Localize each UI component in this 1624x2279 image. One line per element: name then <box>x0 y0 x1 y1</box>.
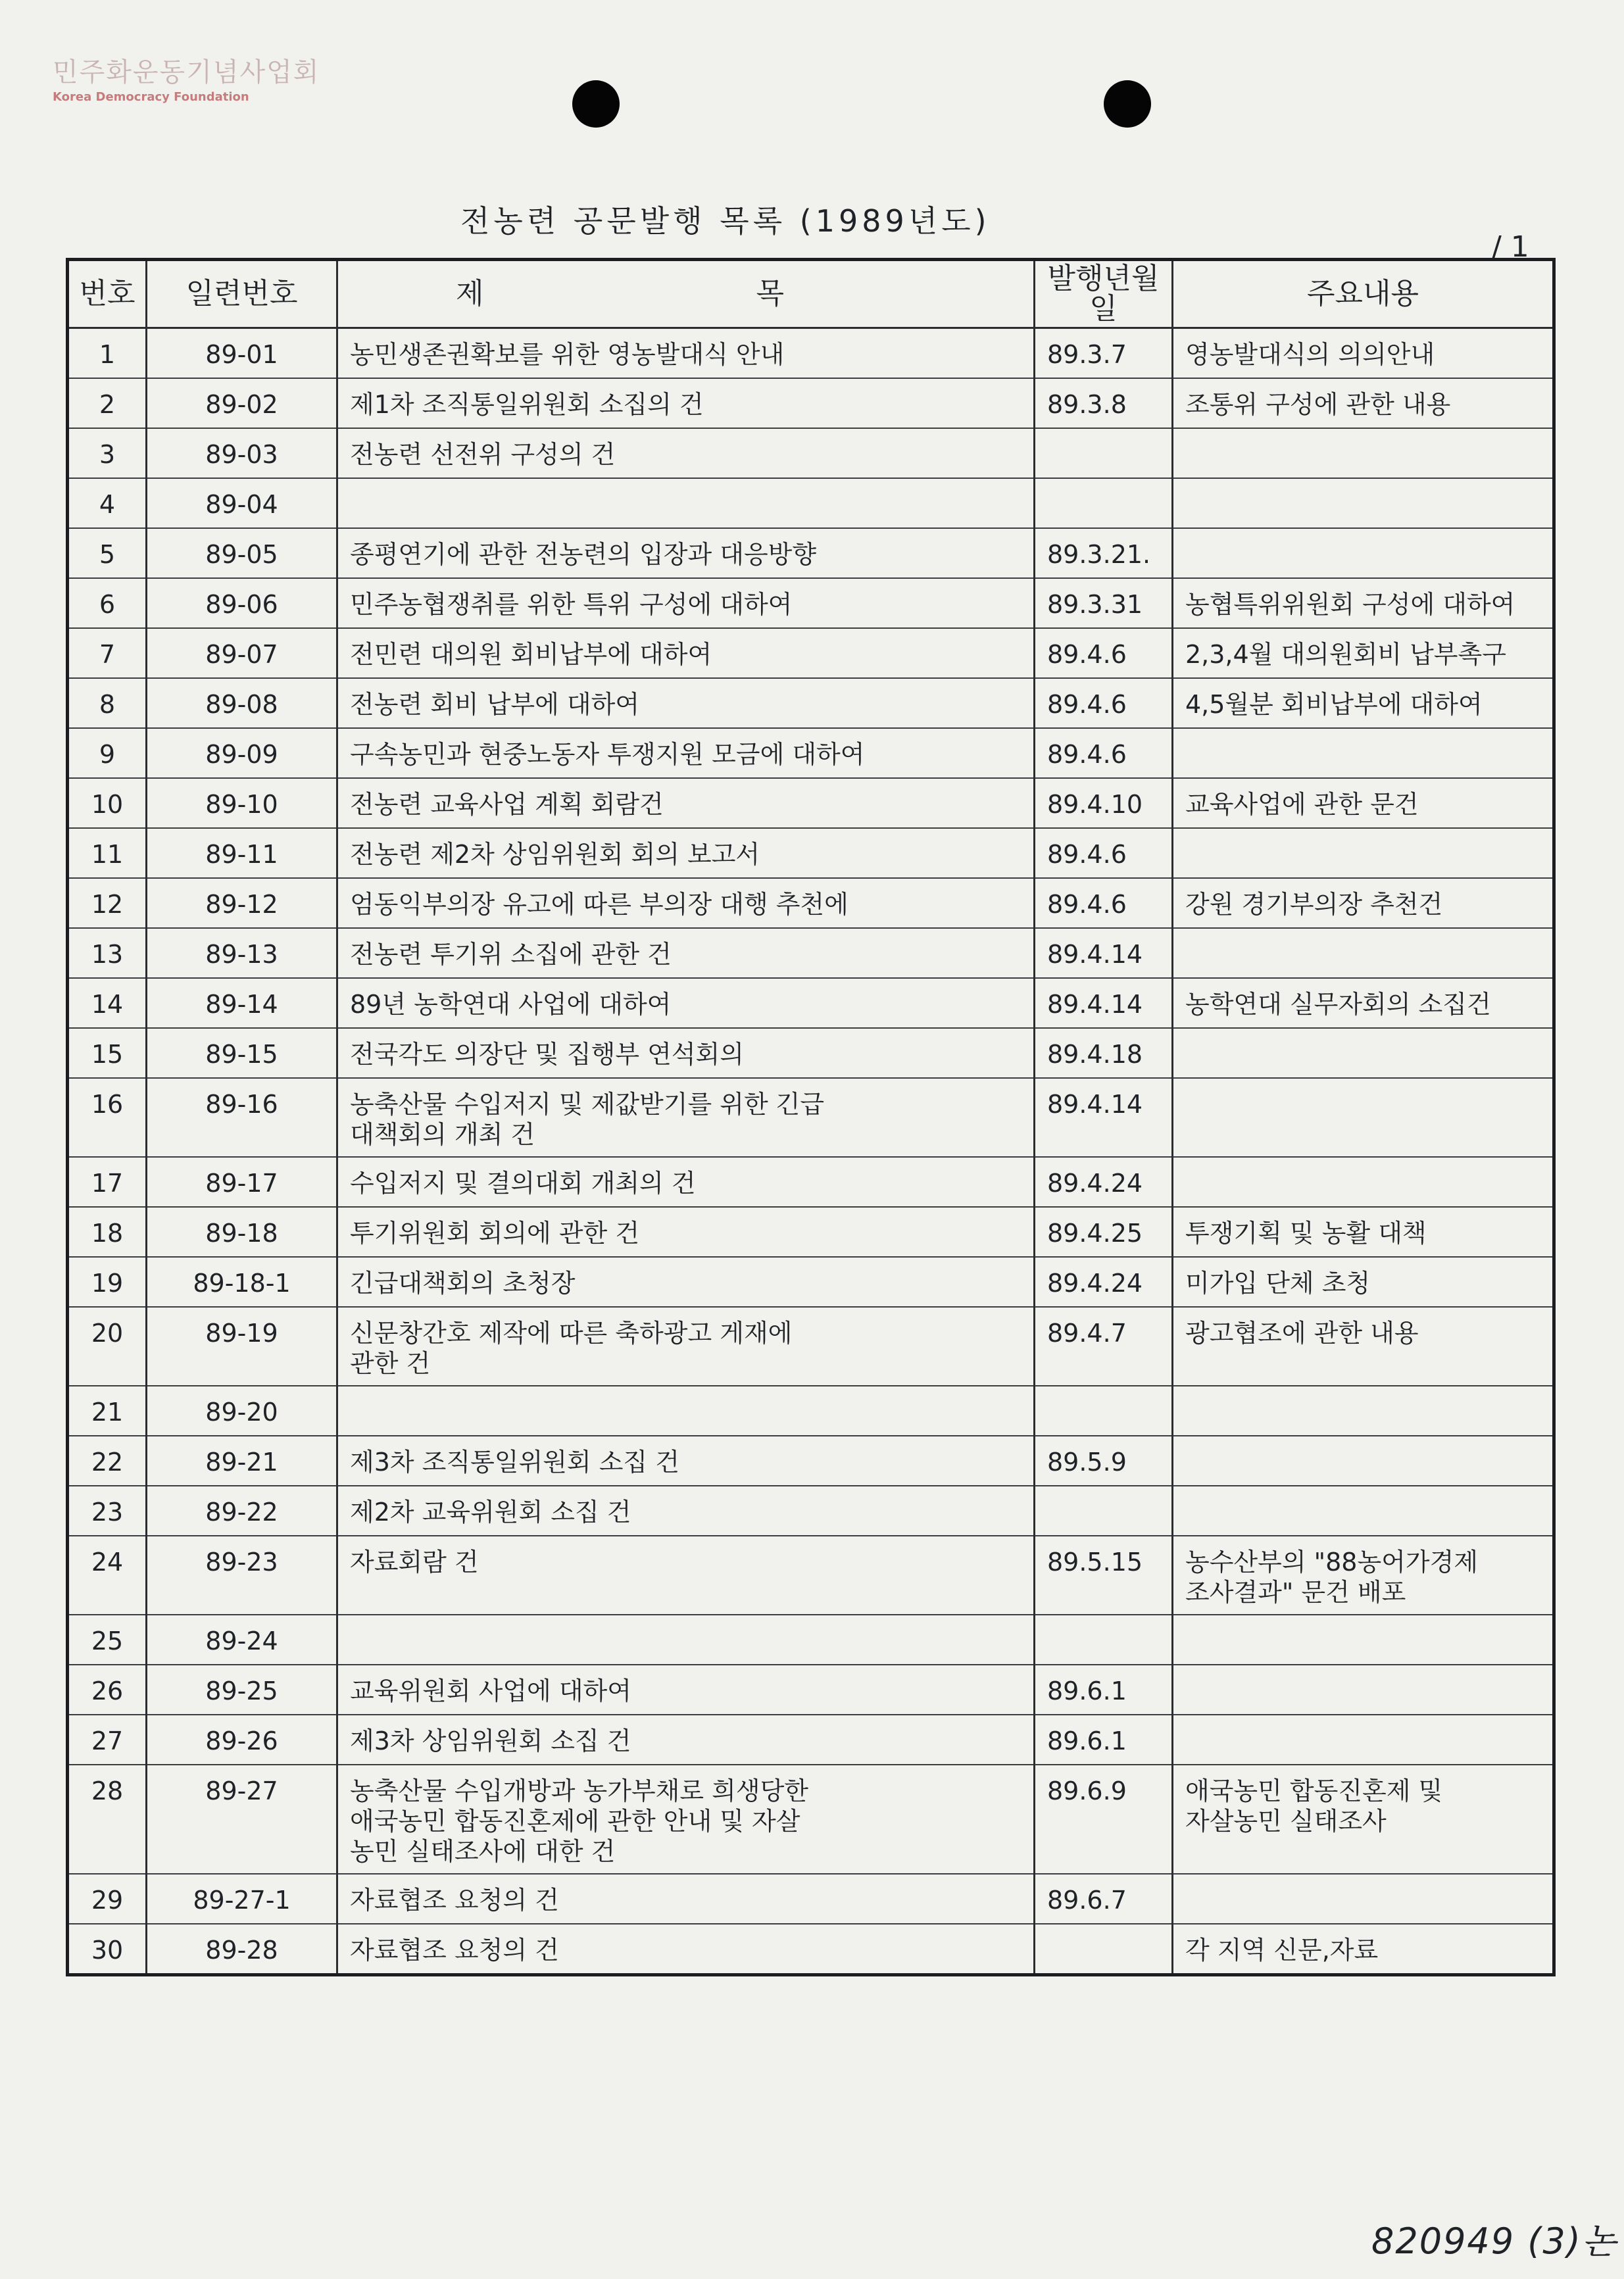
row-summary: 영농발대식의 의의안내 <box>1173 328 1554 379</box>
table-row <box>68 1615 1554 1665</box>
row-subject: 긴급대책회의 초청장 <box>337 1257 1035 1307</box>
row-summary <box>1173 928 1554 978</box>
table-row <box>68 1924 1554 1975</box>
row-serial: 89-27-1 <box>147 1874 337 1924</box>
row-summary <box>1173 1715 1554 1765</box>
watermark-korean: 민주화운동기념사업회 <box>53 57 320 87</box>
row-number: 20 <box>68 1307 147 1386</box>
row-serial: 89-01 <box>147 328 337 379</box>
row-summary: 2,3,4월 대의원회비 납부촉구 <box>1173 628 1554 678</box>
table-row <box>68 728 1554 778</box>
row-subject: 농축산물 수입저지 및 제값받기를 위한 긴급 대책회의 개최 건 <box>337 1078 1035 1157</box>
row-number: 24 <box>68 1536 147 1615</box>
row-subject: 제3차 상임위원회 소집 건 <box>337 1715 1035 1765</box>
row-subject: 구속농민과 현중노동자 투쟁지원 모금에 대하여 <box>337 728 1035 778</box>
row-serial: 89-28 <box>147 1924 337 1975</box>
punch-hole-right <box>1104 80 1151 128</box>
table-row <box>68 1536 1554 1615</box>
row-subject: 89년 농학연대 사업에 대하여 <box>337 978 1035 1028</box>
row-subject: 전민련 대의원 회비납부에 대하여 <box>337 628 1035 678</box>
row-issue-date <box>1035 478 1173 528</box>
row-summary: 애국농민 합동진혼제 및 자살농민 실태조사 <box>1173 1765 1554 1874</box>
row-number: 16 <box>68 1078 147 1157</box>
document-title: 전농련 공문발행 목록 (1989년도) <box>460 203 991 239</box>
row-summary <box>1173 728 1554 778</box>
row-issue-date <box>1035 1386 1173 1436</box>
watermark-english: Korea Democracy Foundation <box>53 90 249 104</box>
row-summary <box>1173 1028 1554 1078</box>
row-subject: 민주농협쟁취를 위한 특위 구성에 대하여 <box>337 578 1035 628</box>
row-subject: 엄동익부의장 유고에 따른 부의장 대행 추천에 <box>337 878 1035 928</box>
row-subject: 전농련 교육사업 계획 회람건 <box>337 778 1035 828</box>
row-subject: 투기위원회 회의에 관한 건 <box>337 1207 1035 1257</box>
row-summary: 4,5월분 회비납부에 대하여 <box>1173 678 1554 728</box>
row-issue-date: 89.4.10 <box>1035 778 1173 828</box>
table-row <box>68 328 1554 379</box>
row-issue-date: 89.4.24 <box>1035 1257 1173 1307</box>
row-subject: 신문창간호 제작에 따른 축하광고 게재에 관한 건 <box>337 1307 1035 1386</box>
row-subject: 제1차 조직통일위원회 소집의 건 <box>337 378 1035 428</box>
row-serial: 89-08 <box>147 678 337 728</box>
row-summary <box>1173 828 1554 878</box>
table-row <box>68 528 1554 578</box>
row-subject: 자료협조 요청의 건 <box>337 1874 1035 1924</box>
row-summary: 농협특위위원회 구성에 대하여 <box>1173 578 1554 628</box>
row-number: 2 <box>68 378 147 428</box>
row-serial: 89-25 <box>147 1665 337 1715</box>
row-number: 10 <box>68 778 147 828</box>
row-summary <box>1173 1386 1554 1436</box>
row-summary <box>1173 478 1554 528</box>
row-summary <box>1173 1874 1554 1924</box>
row-serial: 89-26 <box>147 1715 337 1765</box>
row-number: 21 <box>68 1386 147 1436</box>
row-serial: 89-18 <box>147 1207 337 1257</box>
row-subject <box>337 1615 1035 1665</box>
table-row <box>68 578 1554 628</box>
table-row <box>68 1486 1554 1536</box>
row-subject: 종평연기에 관한 전농련의 입장과 대응방향 <box>337 528 1035 578</box>
row-issue-date: 89.5.15 <box>1035 1536 1173 1615</box>
row-issue-date: 89.4.14 <box>1035 1078 1173 1157</box>
row-serial: 89-18-1 <box>147 1257 337 1307</box>
row-subject: 자료협조 요청의 건 <box>337 1924 1035 1975</box>
header-serial: 일련번호 <box>147 260 337 328</box>
row-subject: 전국각도 의장단 및 집행부 연석회의 <box>337 1028 1035 1078</box>
row-issue-date: 89.3.21. <box>1035 528 1173 578</box>
row-number: 6 <box>68 578 147 628</box>
header-number: 번호 <box>68 260 147 328</box>
row-serial: 89-03 <box>147 428 337 478</box>
row-serial: 89-22 <box>147 1486 337 1536</box>
row-issue-date: 89.4.14 <box>1035 928 1173 978</box>
row-number: 25 <box>68 1615 147 1665</box>
row-serial: 89-11 <box>147 828 337 878</box>
row-summary <box>1173 428 1554 478</box>
row-subject: 제3차 조직통일위원회 소집 건 <box>337 1436 1035 1486</box>
row-number: 8 <box>68 678 147 728</box>
row-issue-date: 89.4.14 <box>1035 978 1173 1028</box>
row-subject <box>337 1386 1035 1436</box>
row-issue-date: 89.4.6 <box>1035 628 1173 678</box>
row-number: 26 <box>68 1665 147 1715</box>
row-serial: 89-17 <box>147 1157 337 1207</box>
table-body <box>68 328 1554 1975</box>
row-summary <box>1173 1615 1554 1665</box>
row-number: 18 <box>68 1207 147 1257</box>
table-row <box>68 478 1554 528</box>
row-issue-date: 89.3.7 <box>1035 328 1173 379</box>
table-row <box>68 1665 1554 1715</box>
row-issue-date: 89.4.6 <box>1035 878 1173 928</box>
table-row <box>68 1436 1554 1486</box>
row-issue-date: 89.4.24 <box>1035 1157 1173 1207</box>
row-number: 12 <box>68 878 147 928</box>
row-serial: 89-02 <box>147 378 337 428</box>
row-number: 28 <box>68 1765 147 1874</box>
table-header-row <box>68 260 1554 328</box>
row-number: 7 <box>68 628 147 678</box>
row-issue-date <box>1035 1924 1173 1975</box>
table-row <box>68 378 1554 428</box>
table-row <box>68 928 1554 978</box>
row-serial: 89-14 <box>147 978 337 1028</box>
table-row <box>68 978 1554 1028</box>
row-issue-date <box>1035 428 1173 478</box>
row-subject: 전농련 제2차 상임위원회 회의 보고서 <box>337 828 1035 878</box>
row-serial: 89-05 <box>147 528 337 578</box>
header-summary: 주요내용 <box>1173 260 1554 328</box>
row-number: 22 <box>68 1436 147 1486</box>
row-issue-date <box>1035 1615 1173 1665</box>
row-summary: 조통위 구성에 관한 내용 <box>1173 378 1554 428</box>
row-summary: 농학연대 실무자회의 소집건 <box>1173 978 1554 1028</box>
row-number: 9 <box>68 728 147 778</box>
row-subject: 자료회람 건 <box>337 1536 1035 1615</box>
table-row <box>68 828 1554 878</box>
row-summary <box>1173 528 1554 578</box>
row-summary: 투쟁기획 및 농활 대책 <box>1173 1207 1554 1257</box>
table-row <box>68 1307 1554 1386</box>
row-summary: 농수산부의 "88농어가경제 조사결과" 문건 배포 <box>1173 1536 1554 1615</box>
row-issue-date: 89.4.25 <box>1035 1207 1173 1257</box>
row-subject: 전농련 투기위 소집에 관한 건 <box>337 928 1035 978</box>
row-serial: 89-07 <box>147 628 337 678</box>
row-serial: 89-10 <box>147 778 337 828</box>
table-row <box>68 1028 1554 1078</box>
row-serial: 89-20 <box>147 1386 337 1436</box>
table-row <box>68 428 1554 478</box>
row-subject: 전농련 선전위 구성의 건 <box>337 428 1035 478</box>
record-number: 820949 (3)논 <box>1371 2220 1617 2262</box>
row-subject: 수입저지 및 결의대회 개최의 건 <box>337 1157 1035 1207</box>
watermark-logo <box>53 51 320 104</box>
row-number: 4 <box>68 478 147 528</box>
row-serial: 89-19 <box>147 1307 337 1386</box>
row-summary <box>1173 1436 1554 1486</box>
row-number: 13 <box>68 928 147 978</box>
row-serial: 89-24 <box>147 1615 337 1665</box>
row-number: 15 <box>68 1028 147 1078</box>
row-serial: 89-27 <box>147 1765 337 1874</box>
row-number: 14 <box>68 978 147 1028</box>
row-serial: 89-06 <box>147 578 337 628</box>
table-row <box>68 628 1554 678</box>
row-number: 5 <box>68 528 147 578</box>
row-issue-date: 89.6.9 <box>1035 1765 1173 1874</box>
row-issue-date: 89.6.1 <box>1035 1715 1173 1765</box>
row-number: 11 <box>68 828 147 878</box>
row-issue-date: 89.6.1 <box>1035 1665 1173 1715</box>
table-row <box>68 1715 1554 1765</box>
header-subject: 제 목 <box>337 260 1035 328</box>
row-serial: 89-13 <box>147 928 337 978</box>
row-issue-date: 89.5.9 <box>1035 1436 1173 1486</box>
header-issue-date: 발행년월일 <box>1035 260 1173 328</box>
row-subject: 전농련 회비 납부에 대하여 <box>337 678 1035 728</box>
row-number: 23 <box>68 1486 147 1536</box>
table-row <box>68 778 1554 828</box>
row-summary <box>1173 1486 1554 1536</box>
row-number: 30 <box>68 1924 147 1975</box>
punch-hole-left <box>572 80 620 128</box>
row-issue-date: 89.4.6 <box>1035 678 1173 728</box>
row-issue-date: 89.4.7 <box>1035 1307 1173 1386</box>
table-row <box>68 1257 1554 1307</box>
row-summary: 광고협조에 관한 내용 <box>1173 1307 1554 1386</box>
row-summary <box>1173 1078 1554 1157</box>
table-row <box>68 678 1554 728</box>
row-issue-date <box>1035 1486 1173 1536</box>
row-issue-date: 89.4.6 <box>1035 728 1173 778</box>
row-issue-date: 89.4.18 <box>1035 1028 1173 1078</box>
table-row <box>68 1874 1554 1924</box>
table-row <box>68 1207 1554 1257</box>
row-number: 1 <box>68 328 147 379</box>
row-summary: 미가입 단체 초청 <box>1173 1257 1554 1307</box>
row-issue-date: 89.3.31 <box>1035 578 1173 628</box>
row-number: 19 <box>68 1257 147 1307</box>
row-subject: 농민생존권확보를 위한 영농발대식 안내 <box>337 328 1035 379</box>
row-summary: 각 지역 신문,자료 <box>1173 1924 1554 1975</box>
row-issue-date: 89.4.6 <box>1035 828 1173 878</box>
row-serial: 89-09 <box>147 728 337 778</box>
row-subject <box>337 478 1035 528</box>
row-serial: 89-21 <box>147 1436 337 1486</box>
row-number: 27 <box>68 1715 147 1765</box>
row-summary: 교육사업에 관한 문건 <box>1173 778 1554 828</box>
row-subject: 농축산물 수입개방과 농가부채로 희생당한 애국농민 합동진혼제에 관한 안내 및 자살 농민 실태조사에 대한 건 <box>337 1765 1035 1874</box>
row-number: 3 <box>68 428 147 478</box>
document-list-table <box>66 258 1556 1976</box>
row-serial: 89-15 <box>147 1028 337 1078</box>
row-subject: 교육위원회 사업에 대하여 <box>337 1665 1035 1715</box>
row-summary <box>1173 1665 1554 1715</box>
table-row <box>68 1386 1554 1436</box>
row-number: 17 <box>68 1157 147 1207</box>
page-number: / 1 <box>1492 230 1529 264</box>
table-row <box>68 1765 1554 1874</box>
row-summary <box>1173 1157 1554 1207</box>
row-summary: 강원 경기부의장 추천건 <box>1173 878 1554 928</box>
row-serial: 89-16 <box>147 1078 337 1157</box>
row-serial: 89-04 <box>147 478 337 528</box>
table-row <box>68 1078 1554 1157</box>
row-subject: 제2차 교육위원회 소집 건 <box>337 1486 1035 1536</box>
table-row <box>68 1157 1554 1207</box>
row-serial: 89-23 <box>147 1536 337 1615</box>
table-row <box>68 878 1554 928</box>
row-issue-date: 89.3.8 <box>1035 378 1173 428</box>
row-number: 29 <box>68 1874 147 1924</box>
row-issue-date: 89.6.7 <box>1035 1874 1173 1924</box>
row-serial: 89-12 <box>147 878 337 928</box>
